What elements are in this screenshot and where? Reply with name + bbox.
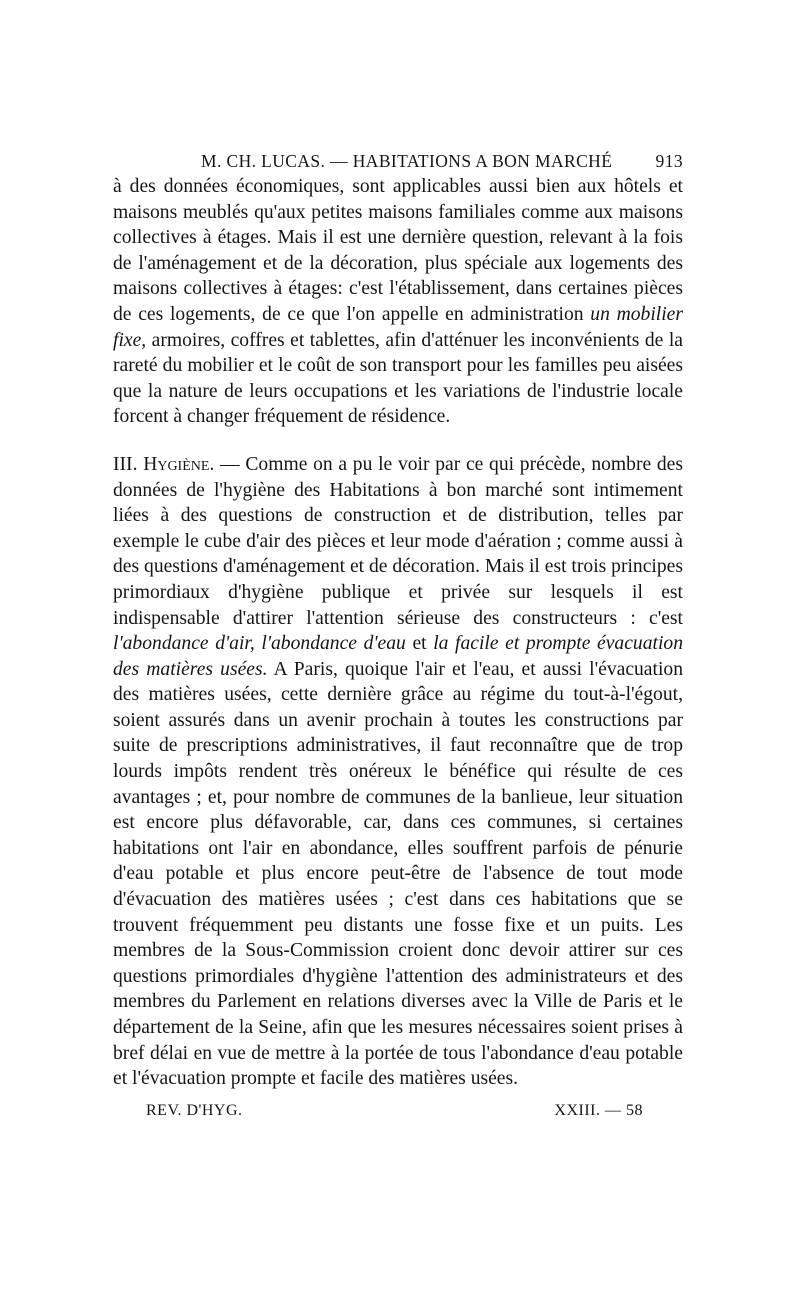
page-footer [113,1102,683,1120]
text-segment: armoires, coffres et tablettes, afin d'atténuer les inconvénients de la rareté du mobilier et le coût de son transport pour les familles peu aisées que la nature de leurs occupations et les variations de l'industrie locale forcent à changer fréquement de résidence. [113,329,683,428]
body-text [113,174,683,1092]
section-title: Hygiène [143,453,210,475]
footer-journal: REV. D'HYG. [146,1101,243,1119]
italic-segment: l'abondance d'air, l'abondance d'eau [113,633,406,655]
text-segment: A Paris, quoique l'air et l'eau, et aussi l'évacuation des matières usées, cette dernière grâce au régime du tout-à-l'égout, soient assurés dans un avenir prochain à toutes les constructions par suite de prescriptions administratives, il faut reconnaître que de trop lourds impôts rendent très onéreux le bénéfice qui résulte de ces avantages ; et, pour nombre de communes de la banlieue, leur situation est encore plus défavorable, car, dans ces communes, si certaines habitations ont l'air en abondance, elles souffrent parfois de pénurie d'eau potable et plus encore peut-être de l'absence de tout mode d'évacuation des matières usées ; c'est dans ces habitations que se trouvent fréquemment peu distants une fosse fixe et un puits. Les membres de la Sous-Commission croient donc devoir attirer sur ces questions primordiales d'hygiène l'attention des administrateurs et des membres du Parlement en relations diverses avec la Ville de Paris et le département de la Seine, afin que les mesures nécessaires soient prises à bref délai en vue de mettre à la portée de tous l'abondance d'eau potable et l'évacuation prompte et facile des matières usées. [113,658,683,1090]
section-number: III. [113,453,144,475]
text-segment: à des données économiques, sont applicables aussi bien aux hôtels et maisons meublés qu'aux petites maisons familiales comme aux maisons collectives à étages. Mais il est une dernière question, relevant à la fois de l'aménagement et de la décoration, plus spéciale aux logements des maisons collectives à étages: c'est l'établissement, dans certaines pièces de ces logements, de ce que l'on appelle en administration [113,176,683,325]
text-segment: . — Comme on a pu le voir par ce qui précède, nombre des données de l'hygiène des Habitations à bon marché sont intimement liées à des questions de construction et de distribution, telles par exemple le cube d'air des pièces et leur mode d'aération ; comme aussi à des questions d'aménagement et de décoration. Mais il est trois principes primordiaux d'hygiène publique et privée sur lesquels il est indispensable d'attirer l'attention sérieuse des constructeurs : c'est [113,453,683,629]
italic-segment: la facile et prompte évacuation des matières usées. [113,633,684,680]
running-head [113,148,683,174]
document-page [113,148,683,1120]
paragraph-1 [113,174,683,430]
text-segment: et [405,633,434,655]
page-number: 913 [655,151,683,171]
italic-segment: un mobilier fixe, [113,303,684,351]
paragraph-2 [113,452,683,1092]
footer-signature: XXIII. — 58 [554,1101,643,1119]
running-head-title: M. CH. LUCAS. — HABITATIONS A BON MARCHÉ [201,151,613,171]
